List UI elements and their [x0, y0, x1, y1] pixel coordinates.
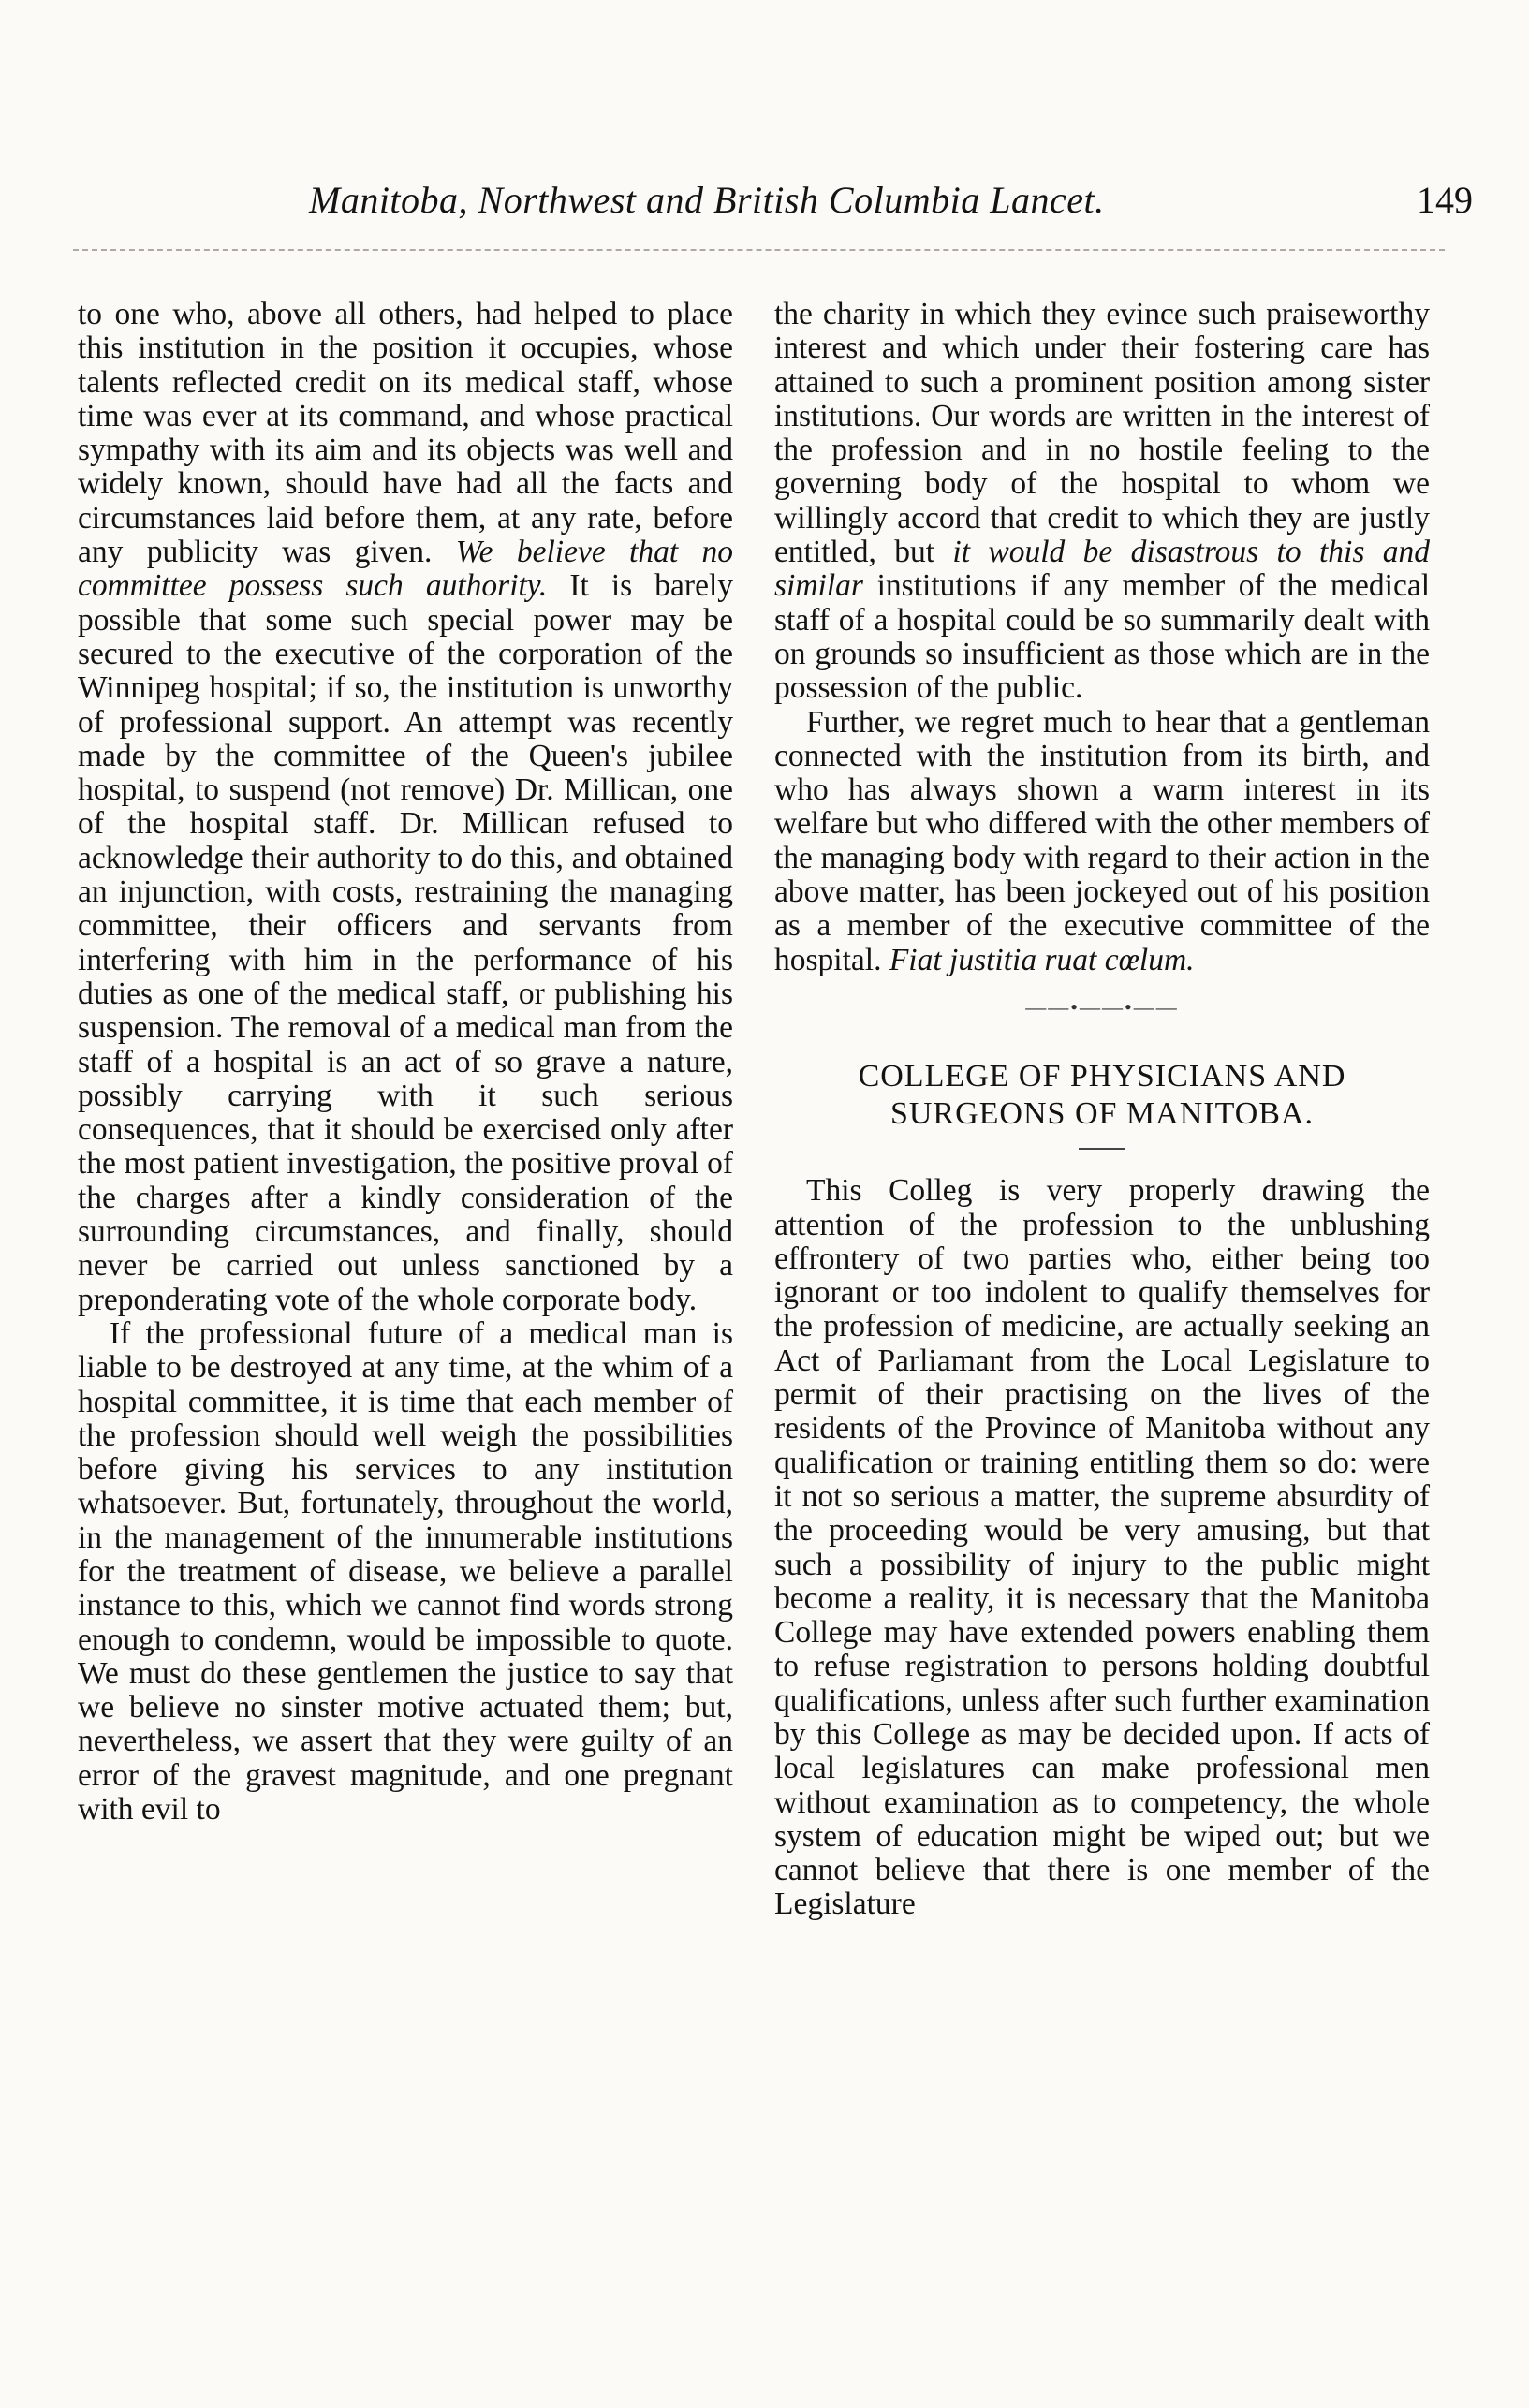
italic-text: We believe that no committee possess such authority.: [78, 535, 734, 604]
page-number: 149: [1417, 179, 1473, 221]
paragraph-text: This Colleg is very properly drawing the attention of the profession to the unblushing effrontery of two parties who, either being too ignorant or too indolent to qualify themselves for the profession of medicine, are actually seeking an Act of Parliamant from the Local Legislature to permit of their practising on the lives of the residents of the Province of Manitoba without any qualification or training entitling them so do: were it not so serious a matter, the supreme absurdity of the proceeding would be very amusing, but that such a possibility of injury to the public might become a reality, it is necessary that the Manitoba College may have extended powers enabling them to refuse registration to persons holding doubtful qualifications, unless after such further examination by this College as may be decided upon. If acts of local legislatures can make professional men without examination as to competency, the whole system of education might be wiped out; but we cannot believe that there is one member of the Legislature: [774, 1173, 1430, 1922]
header-rule: [73, 249, 1445, 251]
paragraph: [774, 1174, 1430, 1922]
italic-text: Fiat justitia ruat cœlum.: [889, 942, 1195, 977]
paragraph-text: If the professional future of a medical man is liable to be destroyed at any time, at the whim of a hospital committee, it is time that each member of the profession should well weigh the possibilities before giving his services to any institution whatsoever. But, fortunately, throughout the world, in the management of the innumerable institutions for the treatment of disease, we believe a parallel instance to this, which we cannot find words strong enough to condemn, would be impossible to quote. We must do these gentlemen the justice to say that we believe no sinster motive actuated them; but, nevertheless, we assert that they were guilty of an error of the gravest magnitude, and one pregnant with evil to: [78, 1315, 733, 1828]
paragraph-text: Further, we regret much to hear that a gentleman connected with the institution from its birth, and who has always shown a warm interest in its welfare but who differed with the other members of the managing body with regard to their action in the above matter, has been jockeyed out of his position as a member of the executive committee of the hospital.: [774, 704, 1430, 977]
heading-line: SURGEONS OF MANITOBA.: [889, 1096, 1315, 1132]
running-header: [66, 178, 1473, 234]
paragraph: [78, 1317, 733, 1827]
italic-text: it would be disastrous to this and similar: [774, 535, 1430, 604]
right-column: [774, 298, 1430, 1922]
left-column: [78, 298, 733, 1827]
paragraph-text: the charity in which they evince such praiseworthy interest and which under their fostering care has attained to such a prominent position among sister institutions. Our words are written in the interest of the profession and in no hostile feeling to the governing body of the hospital to whom we willingly accord that credit to which they are justly entitled, but: [774, 297, 1430, 570]
paragraph-text: to one who, above all others, had helped to place this institution in the position it occupies, whose talents reflected credit on its medical staff, whose time was ever at its command, and whose practical sympathy with its aim and its objects was well and widely known, should have had all the facts and circumstances laid before them, at any rate, before any publicity was given.: [78, 297, 733, 570]
paragraph: [78, 298, 733, 1317]
heading-rule: [1079, 1148, 1125, 1150]
section-heading: [774, 1058, 1430, 1133]
running-title: Manitoba, Northwest and British Columbia Lancet.: [309, 179, 1105, 221]
paragraph-text: institutions if any member of the medical staff of a hospital could be so summarily dealt with on grounds so insufficient as those which are in the possession of the public.: [774, 568, 1430, 706]
paragraph-text: It is barely possible that some such special power may be secured to the executive of the corporation of the Winnipeg hospital; if so, the institution is unworthy of professional support. An attempt was recently made by the committee of the Queen's jubilee hospital, to suspend (not remove) Dr. Millican, one of the hospital staff. Dr. Millican refused to acknowledge their authority to do this, and obtained an injunction, with costs, restraining the managing committee, their officers and servants from interfering with him in the performance of his duties as one of the medical staff, or publishing his suspension. The removal of a medical man from the staff of a hospital is an act of so grave a nature, possibly carrying with it such serious consequences, that it should be exercised only after the most patient investigation, the positive proval of the charges after a kindly consideration of the surrounding circumstances, and finally, should never be carried out unless sanctioned by a preponderating vote of the whole corporate body.: [78, 568, 733, 1317]
section-ornament: ——•——•——: [1025, 994, 1179, 1019]
heading-line: COLLEGE OF PHYSICIANS AND: [858, 1059, 1346, 1094]
paragraph: [774, 298, 1430, 706]
paragraph: [774, 706, 1430, 977]
